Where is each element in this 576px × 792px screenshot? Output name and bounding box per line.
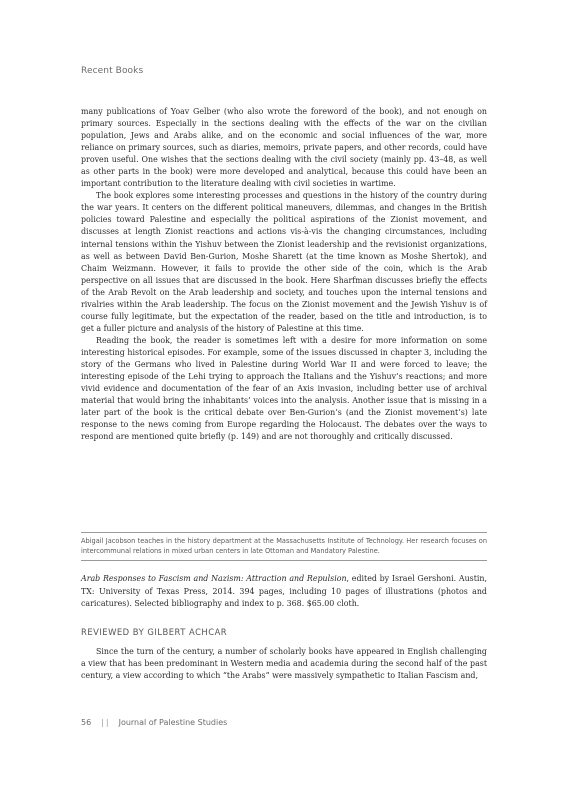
body-paragraph: Since the turn of the century, a number of scholarly books have appeared in English challenging a view that has been predominant in Western media and academia during the second half of the past century, a view according to which “the Arabs” were massively sympathetic to Italian Fascism and, [81,647,487,681]
book-title: Arab Responses to Fascism and Nazism: Attraction and Repulsion [81,574,347,583]
citation-details: , edited by Israel Gershoni. Austin, TX: University of Texas Press, 2014. 394 pages, including 10 pages of illustrations (photos and caricatures). Selected bibliography and index to p. 368. $65.00 cloth. [81,574,487,609]
footer-separator: || [101,718,111,727]
reviewer-heading: REVIEWED BY GILBERT ACHCAR [81,627,228,637]
review-opening [81,646,487,682]
body-paragraph: many publications of Yoav Gelber (who also wrote the foreword of the book), and not enough on primary sources. Especially in the sections dealing with the effects of the war on the civilian population, Jews and Arabs alike, and on the economic and social influences of the war, more reliance on primary sources, such as diaries, memoirs, private papers, and other records, could have proven useful. One wishes that the sections dealing with the civil society (mainly pp. 43–48, as well as other parts in the book) were more developed and analytical, because this could have been an important contribution to the literature dealing with civil societies in wartime. [81,107,487,189]
page-number: 56 [81,718,92,727]
body-paragraph: The book explores some interesting processes and questions in the history of the country during the war years. It centers on the different political maneuvers, dilemmas, and changes in the British policies toward Palestine and especially the political aspirations of the Zionist movement, and discusses at length Zionist reactions and actions vis-à-vis the changing circumstances, including internal tensions within the Yishuv between the Zionist leadership and the revisionist organizations, as well as between David Ben-Gurion, Moshe Sharett (at the time known as Moshe Shertok), and Chaim Weizmann. However, it fails to provide the other side of the coin, which is the Arab perspective on all issues that are discussed in the book. Here Sharfman discusses briefly the effects of the Arab Revolt on the Arab leadership and society, and touches upon the internal tensions and rivalries within the Arab leadership. The focus on the Zionist movement and the Jewish Yishuv is of course fully legitimate, but the expectation of the reader, based on the title and introduction, is to get a fuller picture and analysis of the history of Palestine at this time. [81,191,487,333]
book-citation [81,573,487,611]
journal-name: Journal of Palestine Studies [118,718,228,727]
page-footer [81,718,227,727]
running-head: Recent Books [81,66,144,76]
author-bio: Abigail Jacobson teaches in the history department at the Massachusetts Institute of Technology. Her research focuses on intercommunal relations in mixed urban centers in late Ottoman and Mandatory Palestine. [81,532,487,561]
body-paragraph: Reading the book, the reader is sometimes left with a desire for more information on some interesting historical episodes. For example, some of the issues discussed in chapter 3, including the story of the Germans who lived in Palestine during World War II and were forced to leave; the interesting episode of the Lehi trying to approach the Italians and the Yishuv’s reactions; and more vivid evidence and documentation of the fear of an Axis invasion, including better use of archival material that would bring the inhabitants’ voices into the analysis. Another issue that is missing in a later part of the book is the critical debate over Ben-Gurion’s (and the Zionist movement’s) late response to the news coming from Europe regarding the Holocaust. The debates over the ways to respond are mentioned quite briefly (p. 149) and are not thoroughly and critically discussed. [81,335,487,442]
review-body [81,106,487,443]
